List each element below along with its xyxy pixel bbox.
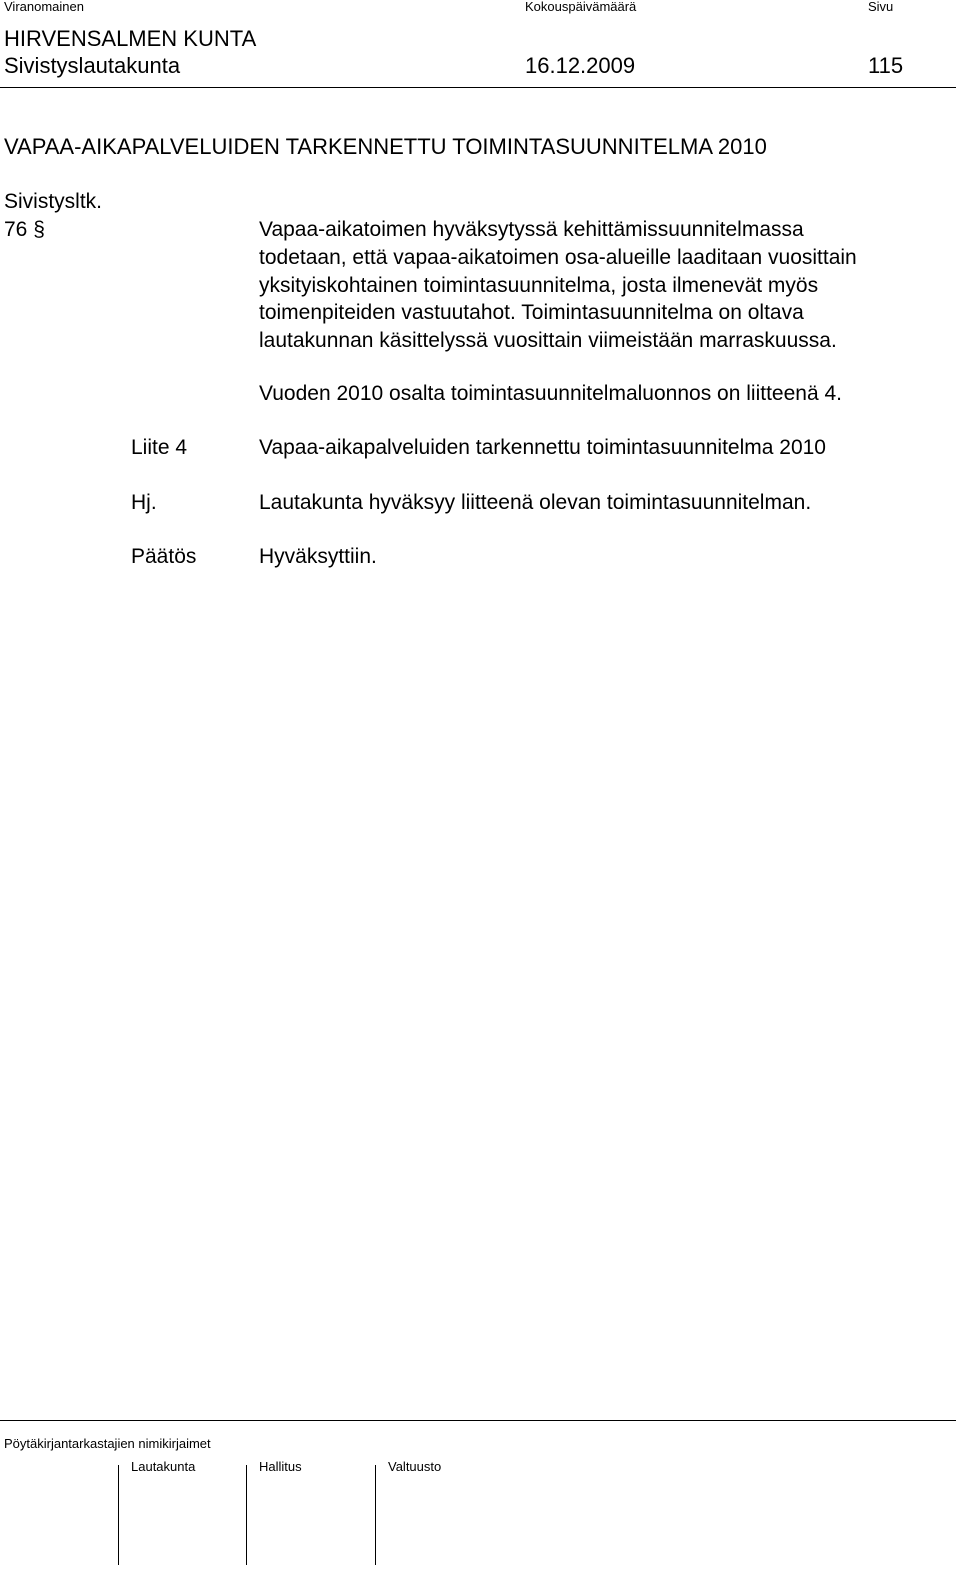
paragraph-2: Vuoden 2010 osalta toimintasuunnitelmaluonnos on liitteenä 4. — [259, 382, 842, 405]
section-number: 76 § — [4, 218, 45, 241]
page-label: Sivu — [868, 0, 894, 14]
paragraph-1-line: Vapaa-aikatoimen hyväksytyssä kehittämissuunnitelmassa — [259, 218, 804, 241]
document-title: VAPAA-AIKAPALVELUIDEN TARKENNETTU TOIMINTASUUNNITELMA 2010 — [4, 134, 767, 159]
date-label: Kokouspäivämäärä — [525, 0, 637, 14]
signatures-label: Pöytäkirjantarkastajien nimikirjaimet — [4, 1436, 211, 1451]
author-label: Viranomainen — [4, 0, 84, 14]
paragraph-1-line: yksityiskohtainen toimintasuunnitelma, josta ilmenevät myös — [259, 273, 819, 297]
signature-column-hallitus: Hallitus — [259, 1459, 302, 1474]
signature-column-lautakunta: Lautakunta — [131, 1459, 196, 1474]
signature-divider — [246, 1465, 247, 1565]
proposal-label: Hj. — [131, 491, 157, 514]
signature-divider — [375, 1465, 376, 1565]
decision-text: Hyväksyttiin. — [259, 545, 377, 568]
paragraph-1 — [259, 216, 857, 355]
proposal-text: Lautakunta hyväksyy liitteenä olevan toimintasuunnitelman. — [259, 491, 812, 514]
signature-column-valtuusto: Valtuusto — [388, 1459, 442, 1474]
board-name: Sivistyslautakunta — [4, 53, 181, 78]
decision-label: Päätös — [131, 545, 197, 568]
paragraph-1-line: todetaan, että vapaa-aikatoimen osa-alueille laaditaan vuosittain — [259, 245, 857, 269]
municipality-name: HIRVENSALMEN KUNTA — [4, 26, 257, 51]
header-divider — [0, 87, 956, 88]
footer-divider — [0, 1420, 956, 1421]
meeting-date: 16.12.2009 — [525, 53, 636, 78]
page-number: 115 — [868, 53, 904, 78]
paragraph-1-line: toimenpiteiden vastuutahot. Toimintasuunnitelma on oltava — [259, 301, 804, 325]
reference-label: Sivistysltk. — [4, 190, 103, 213]
attachment-label: Liite 4 — [131, 436, 188, 459]
signature-divider — [118, 1465, 119, 1565]
paragraph-1-line: lautakunnan käsittelyssä vuosittain viimeistään marraskuussa. — [259, 329, 837, 353]
attachment-text: Vapaa-aikapalveluiden tarkennettu toimintasuunnitelma 2010 — [259, 436, 826, 459]
